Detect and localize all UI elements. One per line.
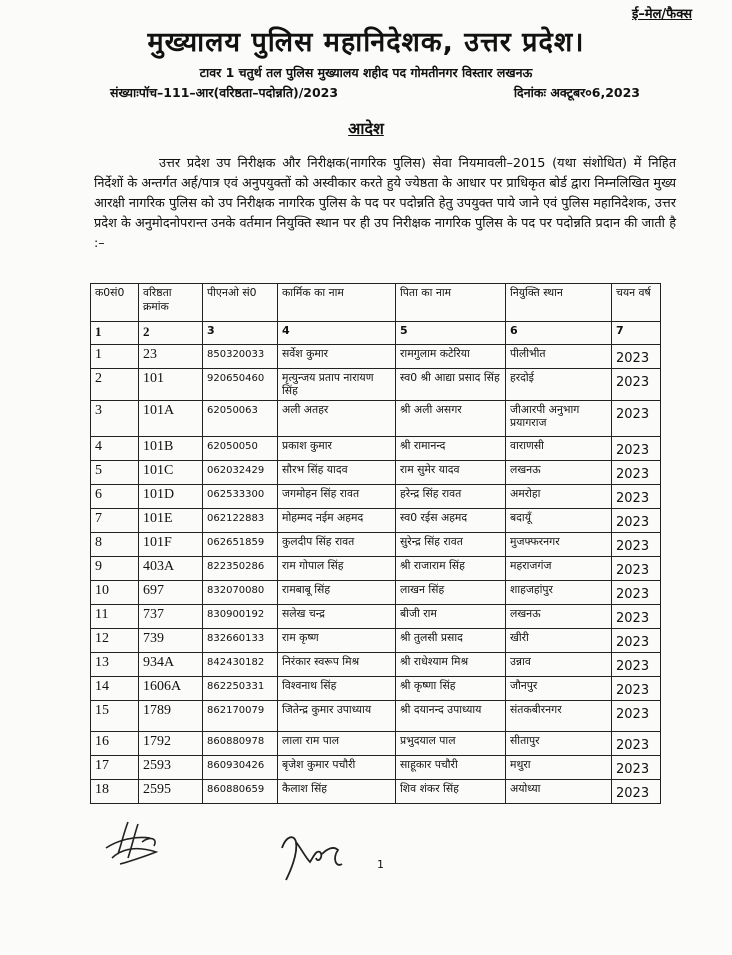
year-cell: 2023 xyxy=(612,701,661,732)
posting-cell: महराजगंज xyxy=(506,557,612,581)
year-cell: 2023 xyxy=(612,605,661,629)
father-name-cell: सुरेन्द्र सिंह रावत xyxy=(396,533,506,557)
father-name-cell: रामगुलाम कटेरिया xyxy=(396,345,506,369)
year-cell: 2023 xyxy=(612,653,661,677)
table-row xyxy=(91,701,661,732)
page-number: 1 xyxy=(377,858,384,871)
seniority-cell: 101C xyxy=(139,461,203,485)
father-name-cell: साहूकार पचौरी xyxy=(396,756,506,780)
serial-cell: 8 xyxy=(91,533,139,557)
seniority-cell: 2593 xyxy=(139,756,203,780)
year-cell: 2023 xyxy=(612,509,661,533)
name-cell: मृत्युन्जय प्रताप नारायण सिंह xyxy=(278,369,396,401)
name-cell: राम गोपाल सिंह xyxy=(278,557,396,581)
year-cell: 2023 xyxy=(612,581,661,605)
posting-cell: हरदोई xyxy=(506,369,612,401)
pno-cell: 860880978 xyxy=(203,732,278,756)
pno-cell: 920650460 xyxy=(203,369,278,401)
father-name-cell: हरेन्द्र सिंह रावत xyxy=(396,485,506,509)
serial-cell: 4 xyxy=(91,437,139,461)
header-seniority: वरिष्ठता क्रमांक xyxy=(139,284,203,322)
father-name-cell: स्व0 श्री आद्या प्रसाद सिंह xyxy=(396,369,506,401)
serial-cell: 18 xyxy=(91,780,139,804)
posting-cell: बदायूँ xyxy=(506,509,612,533)
seniority-cell: 101E xyxy=(139,509,203,533)
serial-cell: 3 xyxy=(91,401,139,437)
father-name-cell: श्री तुलसी प्रसाद xyxy=(396,629,506,653)
promotion-table xyxy=(90,283,661,804)
document-title: आदेश xyxy=(348,119,384,138)
posting-cell: जीआरपी अनुभाग प्रयागराज xyxy=(506,401,612,437)
posting-cell: मथुरा xyxy=(506,756,612,780)
seniority-cell: 403A xyxy=(139,557,203,581)
father-name-cell: श्री अली असगर xyxy=(396,401,506,437)
name-cell: मोहम्मद नईम अहमद xyxy=(278,509,396,533)
serial-cell: 9 xyxy=(91,557,139,581)
year-cell: 2023 xyxy=(612,461,661,485)
table-row xyxy=(91,653,661,677)
column-number: 4 xyxy=(278,322,396,345)
name-cell: राम कृष्ण xyxy=(278,629,396,653)
pno-cell: 062651859 xyxy=(203,533,278,557)
column-number: 5 xyxy=(396,322,506,345)
seniority-cell: 101B xyxy=(139,437,203,461)
father-name-cell: राम सुमेर यादव xyxy=(396,461,506,485)
officer-signature xyxy=(276,828,356,886)
pno-cell: 862250331 xyxy=(203,677,278,701)
table-row xyxy=(91,369,661,401)
seniority-cell: 739 xyxy=(139,629,203,653)
table-row xyxy=(91,629,661,653)
name-cell: सलेख चन्द्र xyxy=(278,605,396,629)
father-name-cell: श्री राजाराम सिंह xyxy=(396,557,506,581)
pno-cell: 62050050 xyxy=(203,437,278,461)
year-cell: 2023 xyxy=(612,437,661,461)
header-serial: क0सं0 xyxy=(91,284,139,322)
posting-cell: खीरी xyxy=(506,629,612,653)
posting-cell: मुजफ्फरनगर xyxy=(506,533,612,557)
header-year: चयन वर्ष xyxy=(612,284,661,322)
table-row xyxy=(91,461,661,485)
year-cell: 2023 xyxy=(612,629,661,653)
pno-cell: 842430182 xyxy=(203,653,278,677)
name-cell: जगमोहन सिंह रावत xyxy=(278,485,396,509)
pno-cell: 062122883 xyxy=(203,509,278,533)
table-row xyxy=(91,605,661,629)
reference-number: संख्याःपॉच–111–आर(वरिष्ठता–पदोन्नति)/2023 xyxy=(110,85,339,100)
name-cell: निरंकार स्वरूप मिश्र xyxy=(278,653,396,677)
father-name-cell: लाखन सिंह xyxy=(396,581,506,605)
column-number-row xyxy=(91,322,661,345)
order-date: दिनांकः अक्टूबर०6,2023 xyxy=(513,85,640,100)
posting-cell: जौनपुर xyxy=(506,677,612,701)
posting-cell: लखनऊ xyxy=(506,461,612,485)
name-cell: प्रकाश कुमार xyxy=(278,437,396,461)
table-row xyxy=(91,756,661,780)
father-name-cell: श्री दयानन्द उपाध्याय xyxy=(396,701,506,732)
year-cell: 2023 xyxy=(612,677,661,701)
year-cell: 2023 xyxy=(612,369,661,401)
pno-cell: 860880659 xyxy=(203,780,278,804)
order-paragraph: उत्तर प्रदेश उप निरीक्षक और निरीक्षक(नागरिक पुलिस) सेवा नियमावली–2015 (यथा संशोधित) में निहित निर्देशों के अन्तर्गत अर्ह/पात्र एवं अनुपयुक्तों को अस्वीकार करते हुये ज्येष्ठता के आधार पर प्राधिकृत बोर्ड द्वारा निम्नलिखित मुख्य आरक्षी नागरिक पुलिस को उप निरीक्षक नागरिक पुलिस के पद पर पदोन्नति हेतु उपयुक्त पाये जाने एवं पुलिस महानिदेशक, उत्तर प्रदेश के अनुमोदनोपरान्त उनके वर्तमान नियुक्ति स्थान पर ही उप निरीक्षक नागरिक पुलिस के पद पर पदोन्नति प्रदान की जाती है :– xyxy=(94,156,676,251)
name-cell: विश्वनाथ सिंह xyxy=(278,677,396,701)
serial-cell: 11 xyxy=(91,605,139,629)
table-row xyxy=(91,732,661,756)
table-row xyxy=(91,677,661,701)
posting-cell: सीतापुर xyxy=(506,732,612,756)
seniority-cell: 101A xyxy=(139,401,203,437)
serial-cell: 16 xyxy=(91,732,139,756)
year-cell: 2023 xyxy=(612,401,661,437)
name-cell: कुलदीप सिंह रावत xyxy=(278,533,396,557)
father-name-cell: श्री राधेश्याम मिश्र xyxy=(396,653,506,677)
table-row xyxy=(91,509,661,533)
serial-cell: 14 xyxy=(91,677,139,701)
seniority-cell: 23 xyxy=(139,345,203,369)
serial-cell: 12 xyxy=(91,629,139,653)
year-cell: 2023 xyxy=(612,780,661,804)
header-father-name: पिता का नाम xyxy=(396,284,506,322)
name-cell: सर्वेश कुमार xyxy=(278,345,396,369)
name-cell: जितेन्द्र कुमार उपाध्याय xyxy=(278,701,396,732)
seniority-cell: 1606A xyxy=(139,677,203,701)
table-row xyxy=(91,345,661,369)
serial-cell: 5 xyxy=(91,461,139,485)
name-cell: रामबाबू सिंह xyxy=(278,581,396,605)
name-cell: सौरभ सिंह यादव xyxy=(278,461,396,485)
serial-cell: 17 xyxy=(91,756,139,780)
posting-cell: वाराणसी xyxy=(506,437,612,461)
seniority-cell: 101 xyxy=(139,369,203,401)
posting-cell: उन्नाव xyxy=(506,653,612,677)
pno-cell: 830900192 xyxy=(203,605,278,629)
serial-cell: 15 xyxy=(91,701,139,732)
posting-cell: लखनऊ xyxy=(506,605,612,629)
column-number: 1 xyxy=(91,322,139,345)
posting-cell: शाहजहांपुर xyxy=(506,581,612,605)
name-cell: कैलाश सिंह xyxy=(278,780,396,804)
pno-cell: 062533300 xyxy=(203,485,278,509)
posting-cell: अयोध्या xyxy=(506,780,612,804)
table-row xyxy=(91,485,661,509)
name-cell: लाला राम पाल xyxy=(278,732,396,756)
seniority-cell: 101F xyxy=(139,533,203,557)
posting-cell: अमरोहा xyxy=(506,485,612,509)
father-name-cell: श्री रामानन्द xyxy=(396,437,506,461)
seniority-cell: 934A xyxy=(139,653,203,677)
address-line: टावर 1 चतुर्थ तल पुलिस मुख्यालय शहीद पद गोमतीनगर विस्तार लखनऊ xyxy=(199,65,533,80)
table-row xyxy=(91,533,661,557)
serial-cell: 7 xyxy=(91,509,139,533)
pno-cell: 860930426 xyxy=(203,756,278,780)
table-row xyxy=(91,437,661,461)
column-number: 6 xyxy=(506,322,612,345)
serial-cell: 2 xyxy=(91,369,139,401)
header-name: कार्मिक का नाम xyxy=(278,284,396,322)
pno-cell: 850320033 xyxy=(203,345,278,369)
seniority-cell: 1789 xyxy=(139,701,203,732)
father-name-cell: श्री कृष्णा सिंह xyxy=(396,677,506,701)
column-number: 2 xyxy=(139,322,203,345)
seniority-cell: 101D xyxy=(139,485,203,509)
father-name-cell: स्व0 रईस अहमद xyxy=(396,509,506,533)
initials-signature xyxy=(98,818,168,868)
year-cell: 2023 xyxy=(612,732,661,756)
table-row xyxy=(91,401,661,437)
seniority-cell: 737 xyxy=(139,605,203,629)
year-cell: 2023 xyxy=(612,533,661,557)
table-row xyxy=(91,780,661,804)
email-fax-tag: ई–मेल/फैक्स xyxy=(631,7,692,22)
header-posting: नियुक्ति स्थान xyxy=(506,284,612,322)
table-row xyxy=(91,557,661,581)
header-pno: पीएनओ सं0 xyxy=(203,284,278,322)
org-title: मुख्यालय पुलिस महानिदेशक, उत्तर प्रदेश। xyxy=(147,27,585,58)
pno-cell: 862170079 xyxy=(203,701,278,732)
posting-cell: संतकबीरनगर xyxy=(506,701,612,732)
pno-cell: 832660133 xyxy=(203,629,278,653)
year-cell: 2023 xyxy=(612,345,661,369)
column-number: 7 xyxy=(612,322,661,345)
year-cell: 2023 xyxy=(612,557,661,581)
name-cell: अली अतहर xyxy=(278,401,396,437)
name-cell: बृजेश कुमार पचौरी xyxy=(278,756,396,780)
serial-cell: 1 xyxy=(91,345,139,369)
serial-cell: 6 xyxy=(91,485,139,509)
pno-cell: 62050063 xyxy=(203,401,278,437)
table-row xyxy=(91,581,661,605)
year-cell: 2023 xyxy=(612,756,661,780)
seniority-cell: 1792 xyxy=(139,732,203,756)
posting-cell: पीलीभीत xyxy=(506,345,612,369)
serial-cell: 13 xyxy=(91,653,139,677)
serial-cell: 10 xyxy=(91,581,139,605)
pno-cell: 062032429 xyxy=(203,461,278,485)
father-name-cell: प्रभुदयाल पाल xyxy=(396,732,506,756)
seniority-cell: 2595 xyxy=(139,780,203,804)
father-name-cell: बीजी राम xyxy=(396,605,506,629)
father-name-cell: शिव शंकर सिंह xyxy=(396,780,506,804)
pno-cell: 832070080 xyxy=(203,581,278,605)
column-number: 3 xyxy=(203,322,278,345)
year-cell: 2023 xyxy=(612,485,661,509)
table-header-row xyxy=(91,284,661,322)
seniority-cell: 697 xyxy=(139,581,203,605)
pno-cell: 822350286 xyxy=(203,557,278,581)
